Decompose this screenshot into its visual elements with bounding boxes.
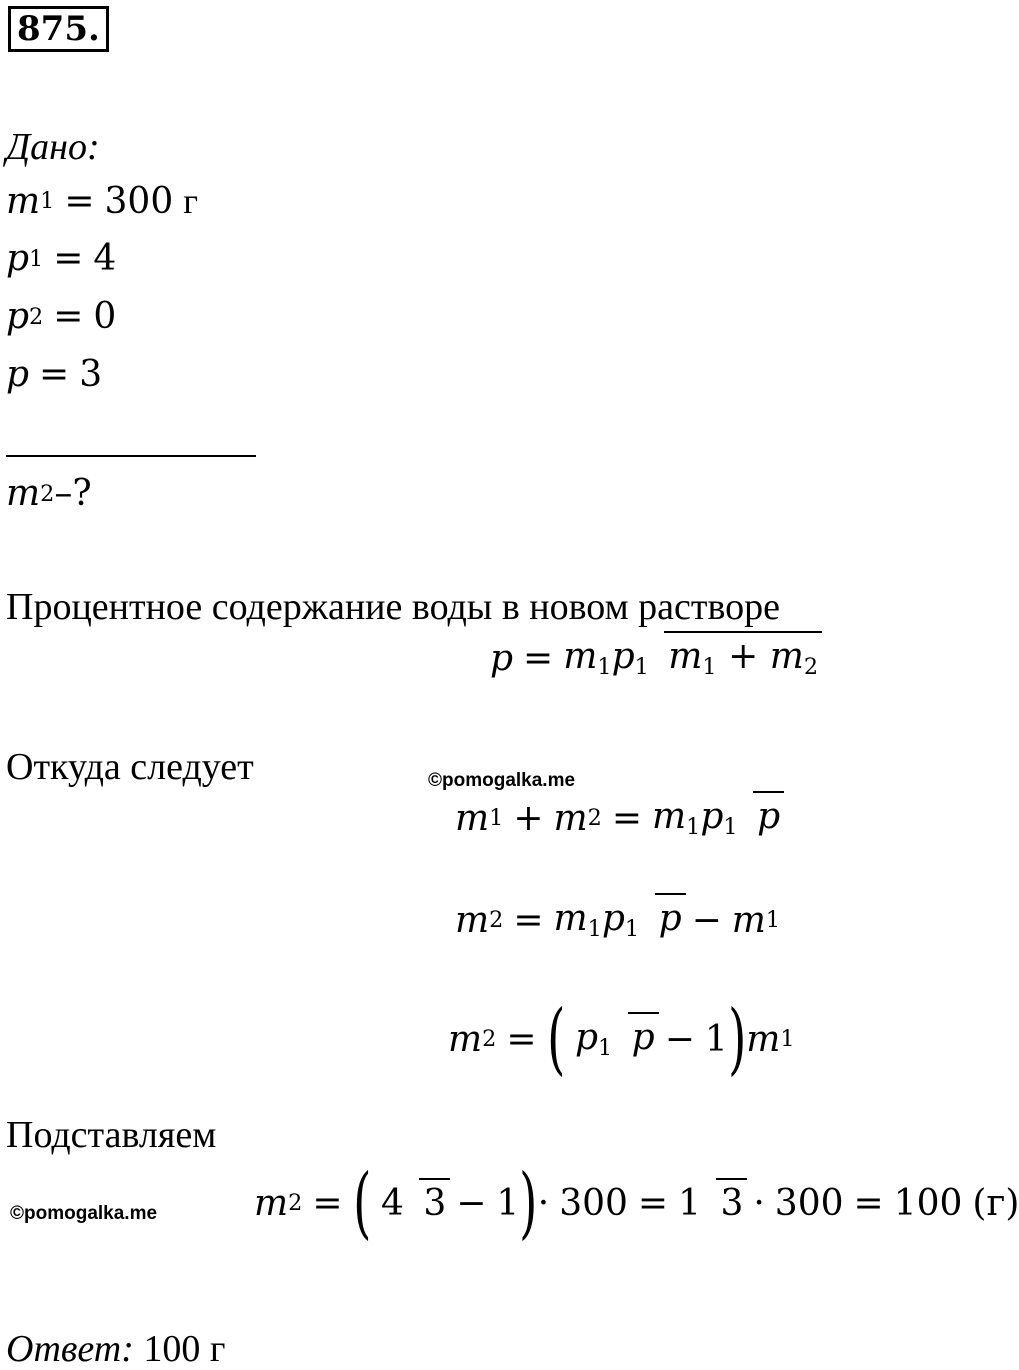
intro-text: Процентное содержание воды в новом растворе <box>6 586 781 628</box>
given-label: Дано: <box>6 126 100 168</box>
given-m1: m 1 = 300 г <box>6 180 198 222</box>
problem-number: 875. <box>8 6 109 52</box>
find-m2: m 2 –? <box>6 473 92 514</box>
formula-sum: m 1 + m 2 = $m_1p_1$ p <box>455 796 790 840</box>
watermark-2: ©pomogalka.me <box>10 1203 158 1224</box>
formula-m2-factored: m 2 = ( $p_1$ p − 1 ) m 1 <box>448 994 795 1084</box>
watermark-1: ©pomogalka.me <box>428 770 576 791</box>
fraction: $m_1p_1$ p <box>550 898 686 942</box>
given-divider <box>6 455 256 457</box>
answer-value: 100 г <box>143 1328 226 1370</box>
fraction: 1 3 <box>674 1183 747 1224</box>
given-p1: p 1 = 4 <box>6 238 117 279</box>
fraction: 4 3 <box>377 1183 450 1224</box>
given-p2: p 2 = 0 <box>6 296 117 337</box>
fraction: $m_1p_1$ p <box>648 796 784 840</box>
substitute-text: Подставляем <box>6 1114 217 1156</box>
answer <box>6 1330 225 1368</box>
formula-final: m 2 = ( 4 3 − 1 ) · 300 = 1 3 · 300 = 100 (г) <box>254 1158 1019 1248</box>
fraction: $p_1$ p <box>571 1017 659 1061</box>
given-p: p = 3 <box>6 354 103 395</box>
formula-concentration: p = $m_1p_1$ $m_1 + m_2$ <box>490 636 828 680</box>
follows-text: Откуда следует <box>6 746 254 788</box>
formula-m2: m 2 = $m_1p_1$ p − m 1 <box>455 898 780 942</box>
fraction: $m_1p_1$ $m_1 + m_2$ <box>559 636 822 680</box>
answer-label: Ответ: <box>6 1328 134 1370</box>
